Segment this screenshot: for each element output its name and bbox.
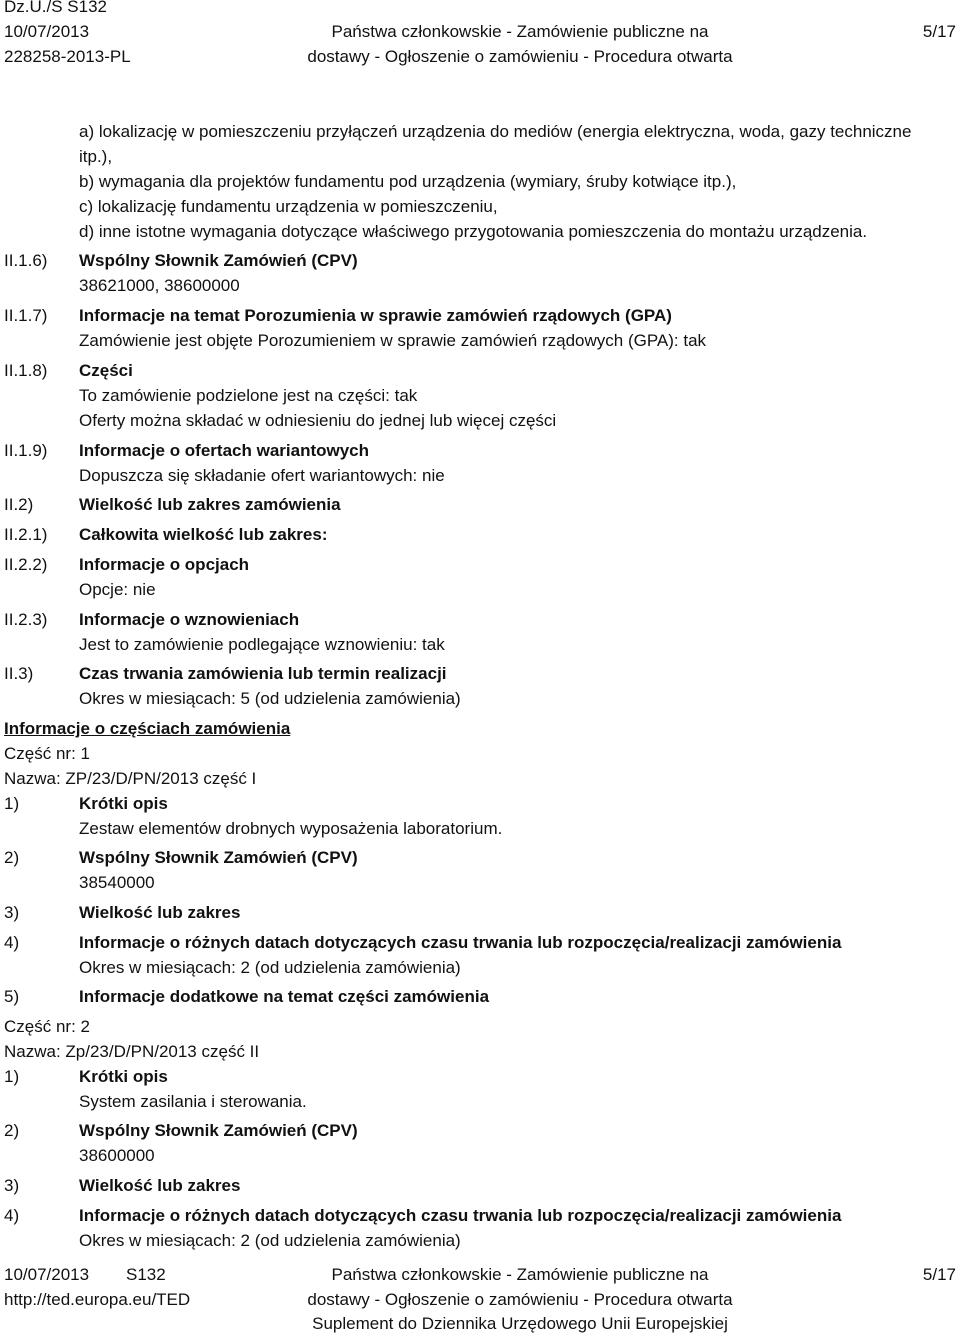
item-num: 1) xyxy=(4,1067,20,1086)
section-title: Informacje o opcjach xyxy=(79,555,250,574)
list-item-a: a) lokalizację w pomieszczeniu przyłączeń urządzenia do mediów (energia elektryczna, woda, gazy techniczne xyxy=(79,122,912,141)
section-num: II.1.8) xyxy=(4,361,48,380)
list-item-a-cont: itp.), xyxy=(79,147,113,166)
item-title: Krótki opis xyxy=(79,794,168,813)
section-line: To zamówienie podzielone jest na części: tak xyxy=(79,386,418,405)
item-line: System zasilania i sterowania. xyxy=(79,1092,307,1111)
item-title: Informacje o różnych datach dotyczących czasu trwania lub rozpoczęcia/realizacji zamówienia xyxy=(79,933,842,952)
item-num: 4) xyxy=(4,1206,20,1225)
section-line: Opcje: nie xyxy=(79,580,156,599)
item-title: Informacje dodatkowe na temat części zamówienia xyxy=(79,987,490,1006)
section-line: Dopuszcza się składanie ofert wariantowych: nie xyxy=(79,466,445,485)
item-line: Okres w miesiącach: 2 (od udzielenia zamówienia) xyxy=(79,1231,461,1250)
section-title: Informacje o ofertach wariantowych xyxy=(79,441,370,460)
footer-title-2: dostawy - Ogłoszenie o zamówieniu - Procedura otwarta xyxy=(307,1290,733,1309)
section-num: II.1.6) xyxy=(4,251,48,270)
item-line: 38600000 xyxy=(79,1146,155,1165)
item-line: Okres w miesiącach: 2 (od udzielenia zamówienia) xyxy=(79,958,461,977)
item-title: Informacje o różnych datach dotyczących czasu trwania lub rozpoczęcia/realizacji zamówienia xyxy=(79,1206,842,1225)
header-date: 10/07/2013 xyxy=(4,22,90,41)
section-num: II.1.7) xyxy=(4,306,48,325)
item-num: 3) xyxy=(4,903,20,922)
list-item-b: b) wymagania dla projektów fundamentu pod urządzenia (wymiary, śruby kotwiące itp.), xyxy=(79,172,737,191)
journal-ref: Dz.U./S S132 xyxy=(4,0,107,16)
footer-page-number: 5/17 xyxy=(922,1265,956,1284)
section-line: Jest to zamówienie podlegające wznowieniu: tak xyxy=(79,635,445,654)
item-num: 2) xyxy=(4,848,20,867)
item-num: 5) xyxy=(4,987,20,1006)
list-item-d: d) inne istotne wymagania dotyczące właściwego przygotowania pomieszczenia do montażu urządzenia. xyxy=(79,222,868,241)
item-num: 4) xyxy=(4,933,20,952)
section-title: Czas trwania zamówienia lub termin realizacji xyxy=(79,664,447,683)
part-name: Nazwa: ZP/23/D/PN/2013 część I xyxy=(4,769,257,788)
item-title: Krótki opis xyxy=(79,1067,168,1086)
footer-title-1: Państwa członkowskie - Zamówienie publiczne na xyxy=(331,1265,709,1284)
section-num: II.2) xyxy=(4,495,34,514)
item-num: 3) xyxy=(4,1176,20,1195)
header-title-1: Państwa członkowskie - Zamówienie publiczne na xyxy=(331,22,709,41)
item-title: Wspólny Słownik Zamówień (CPV) xyxy=(79,848,358,867)
header-notice-id: 228258-2013-PL xyxy=(4,47,131,66)
item-num: 1) xyxy=(4,794,20,813)
section-num: II.2.1) xyxy=(4,525,48,544)
parts-heading: Informacje o częściach zamówienia xyxy=(4,719,291,738)
section-line: Oferty można składać w odniesieniu do jednej lub więcej części xyxy=(79,411,557,430)
section-line: 38621000, 38600000 xyxy=(79,276,240,295)
list-item-c: c) lokalizację fundamentu urządzenia w pomieszczeniu, xyxy=(79,197,498,216)
section-line: Okres w miesiącach: 5 (od udzielenia zamówienia) xyxy=(79,689,461,708)
footer-journal: S132 xyxy=(126,1265,166,1284)
item-line: Zestaw elementów drobnych wyposażenia laboratorium. xyxy=(79,819,503,838)
footer-title-3: Suplement do Dziennika Urzędowego Unii Europejskiej xyxy=(312,1314,728,1333)
section-num: II.2.2) xyxy=(4,555,48,574)
section-title: Informacje na temat Porozumienia w sprawie zamówień rządowych (GPA) xyxy=(79,306,672,325)
item-line: 38540000 xyxy=(79,873,155,892)
header-page-number: 5/17 xyxy=(922,22,956,41)
section-title: Wspólny Słownik Zamówień (CPV) xyxy=(79,251,358,270)
item-title: Wielkość lub zakres xyxy=(79,1176,241,1195)
item-title: Wspólny Słownik Zamówień (CPV) xyxy=(79,1121,358,1140)
section-title: Wielkość lub zakres zamówienia xyxy=(79,495,341,514)
item-title: Wielkość lub zakres xyxy=(79,903,241,922)
section-title: Części xyxy=(79,361,133,380)
section-line: Zamówienie jest objęte Porozumieniem w sprawie zamówień rządowych (GPA): tak xyxy=(79,331,707,350)
part-name: Nazwa: Zp/23/D/PN/2013 część II xyxy=(4,1042,260,1061)
section-num: II.3) xyxy=(4,664,34,683)
header-title-2: dostawy - Ogłoszenie o zamówieniu - Procedura otwarta xyxy=(307,47,733,66)
item-num: 2) xyxy=(4,1121,20,1140)
section-title: Informacje o wznowieniach xyxy=(79,610,300,629)
part-number: Część nr: 2 xyxy=(4,1017,90,1036)
section-num: II.1.9) xyxy=(4,441,48,460)
footer-url[interactable]: http://ted.europa.eu/TED xyxy=(4,1290,191,1309)
part-number: Część nr: 1 xyxy=(4,744,90,763)
footer-date: 10/07/2013 xyxy=(4,1265,90,1284)
section-num: II.2.3) xyxy=(4,610,48,629)
section-title: Całkowita wielkość lub zakres: xyxy=(79,525,328,544)
